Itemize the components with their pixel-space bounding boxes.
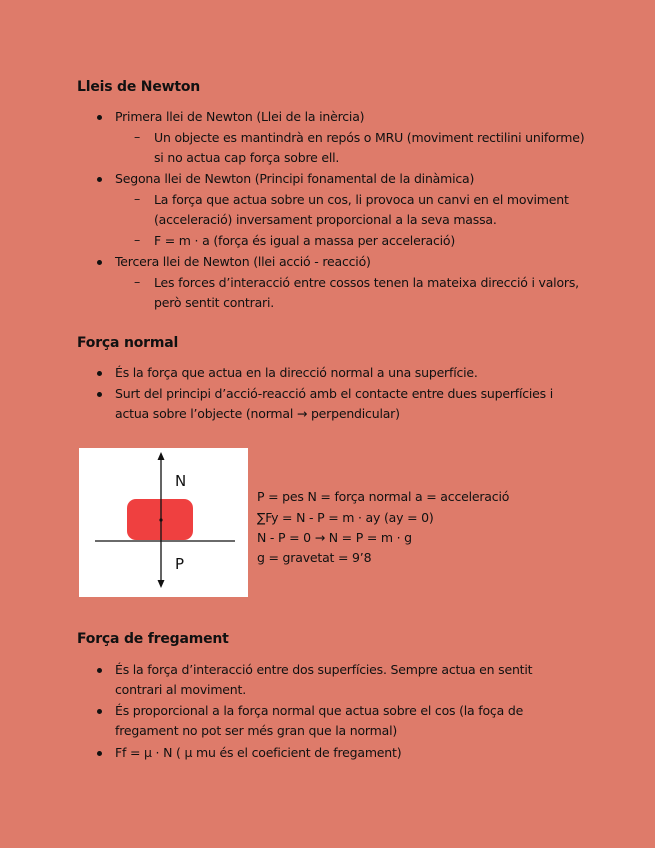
force-diagram-svg	[79, 448, 248, 597]
law1-desc-line1: Un objecte es mantindrà en repós o MRU (moviment rectilini uniforme)	[154, 130, 585, 145]
law2-desc-line2: (acceleració) inversament proporcional a la seva massa.	[154, 212, 497, 227]
law3-desc-line2: però sentit contrari.	[154, 295, 275, 310]
dash: –	[134, 191, 141, 206]
law2-desc-line1: La força que actua sobre un cos, li provoca un canvi en el moviment	[154, 192, 569, 207]
law1-desc-line2: si no actua cap força sobre ell.	[154, 150, 340, 165]
bullet	[97, 668, 102, 673]
label-p: P	[175, 555, 185, 573]
friction-item2-line2: fregament no pot ser més gran que la normal)	[115, 723, 398, 738]
normal-item2-line2: actua sobre l’objecte (normal → perpendicular)	[115, 406, 400, 421]
equation-normal: N - P = 0 → N = P = m · g	[257, 530, 412, 545]
bullet	[97, 709, 102, 714]
dash: –	[134, 232, 141, 247]
law1-label: Primera llei de Newton (Llei de la inèrcia)	[115, 109, 365, 124]
normal-item2-line1: Surt del principi d’acció-reacció amb el contacte entre dues superfícies i	[115, 386, 554, 401]
law3-label: Tercera llei de Newton (llei acció - reacció)	[115, 254, 371, 269]
normal-arrowhead-icon	[158, 452, 165, 460]
heading-friction-force: Força de fregament	[77, 631, 229, 647]
friction-item2-line1: És proporcional a la força normal que actua sobre el cos (la foça de	[115, 703, 524, 718]
bullet	[97, 751, 102, 756]
bullet	[97, 392, 102, 397]
heading-normal-force: Força normal	[77, 335, 179, 351]
dash: –	[134, 129, 141, 144]
center-point	[159, 518, 162, 521]
law2-formula: F = m · a (força és igual a massa per acceleració)	[154, 233, 456, 248]
normal-force-diagram	[79, 448, 248, 597]
equation-sum-forces: ∑Fy = N - P = m · ay (ay = 0)	[257, 510, 434, 525]
friction-item1-line1: És la força d’interacció entre dos superfícies. Sempre actua en sentit	[115, 662, 533, 677]
friction-item3: Ff = μ · N ( μ mu és el coeficient de fregament)	[115, 745, 402, 760]
bullet	[97, 115, 102, 120]
law2-label: Segona llei de Newton (Principi fonamental de la dinàmica)	[115, 171, 475, 186]
equation-definitions: P = pes N = força normal a = acceleració	[257, 489, 510, 504]
bullet	[97, 260, 102, 265]
heading-newton-laws: Lleis de Newton	[77, 79, 201, 95]
normal-item1: És la força que actua en la direcció normal a una superfície.	[115, 365, 478, 380]
equation-gravity: g = gravetat = 9’8	[257, 550, 372, 565]
bullet	[97, 177, 102, 182]
bullet	[97, 371, 102, 376]
friction-item1-line2: contrari al moviment.	[115, 682, 246, 697]
law3-desc-line1: Les forces d’interacció entre cossos tenen la mateixa direcció i valors,	[154, 275, 579, 290]
weight-arrowhead-icon	[158, 580, 165, 588]
label-n: N	[175, 472, 187, 490]
dash: –	[134, 274, 141, 289]
